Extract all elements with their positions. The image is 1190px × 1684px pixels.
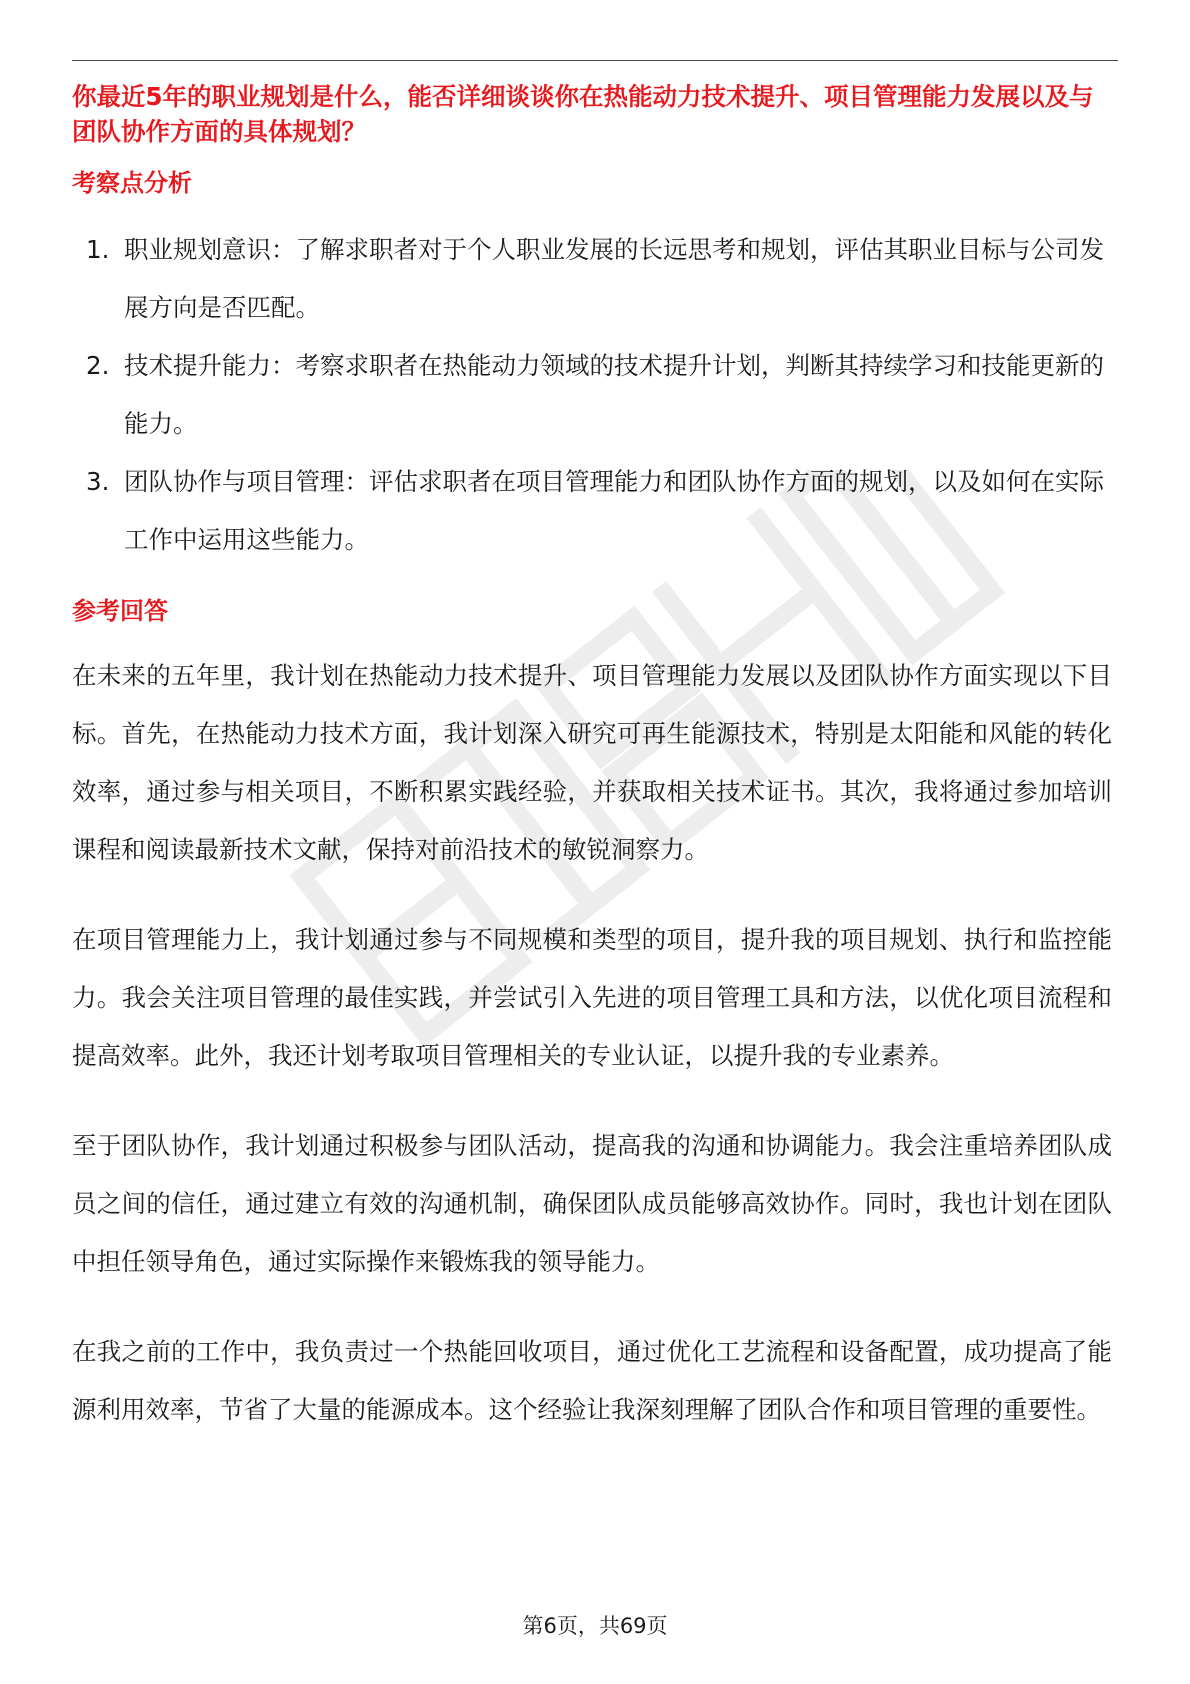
list-item-text: 团队协作与项目管理：评估求职者在项目管理能力和团队协作方面的规划，以及如何在实际工作中运用这些能力。 (124, 467, 1104, 554)
answer-paragraph: 至于团队协作，我计划通过积极参与团队活动，提高我的沟通和协调能力。我会注重培养团队成员之间的信任，通过建立有效的沟通机制，确保团队成员能够高效协作。同时，我也计划在团队中担任领导角色，通过实际操作来锻炼我的领导能力。 (72, 1131, 1112, 1276)
list-item (72, 337, 1112, 453)
interview-question: 你最近5年的职业规划是什么，能否详细谈谈你在热能动力技术提升、项目管理能力发展以及与团队协作方面的具体规划？ (72, 82, 1094, 146)
document-body (72, 79, 1112, 1439)
list-item-number: 3. (86, 467, 110, 496)
list-item-number: 2. (86, 351, 110, 380)
answer-heading: 参考回答 (72, 597, 168, 625)
analysis-list (72, 221, 1112, 569)
answer-paragraph: 在未来的五年里，我计划在热能动力技术提升、项目管理能力发展以及团队协作方面实现以下目标。首先，在热能动力技术方面，我计划深入研究可再生能源技术，特别是太阳能和风能的转化效率，通过参与相关项目，不断积累实践经验，并获取相关技术证书。其次，我将通过参加培训课程和阅读最新技术文献，保持对前沿技术的敏锐洞察力。 (72, 661, 1112, 864)
list-item-number: 1. (86, 235, 110, 264)
list-item-text: 职业规划意识：了解求职者对于个人职业发展的长远思考和规划，评估其职业目标与公司发展方向是否匹配。 (124, 235, 1104, 322)
page-number: 第6页，共69页 (522, 1614, 668, 1638)
list-item-text: 技术提升能力：考察求职者在热能动力领域的技术提升计划，判断其持续学习和技能更新的能力。 (124, 351, 1104, 438)
answer-paragraph: 在项目管理能力上，我计划通过参与不同规模和类型的项目，提升我的项目规划、执行和监控能力。我会关注项目管理的最佳实践，并尝试引入先进的项目管理工具和方法，以优化项目流程和提高效率。此外，我还计划考取项目管理相关的专业认证，以提升我的专业素养。 (72, 925, 1112, 1070)
analysis-heading: 考察点分析 (72, 169, 192, 197)
answer-paragraph: 在我之前的工作中，我负责过一个热能回收项目，通过优化工艺流程和设备配置，成功提高了能源利用效率，节省了大量的能源成本。这个经验让我深刻理解了团队合作和项目管理的重要性。 (72, 1337, 1112, 1424)
list-item (72, 221, 1112, 337)
list-item (72, 453, 1112, 569)
top-rule (72, 60, 1118, 61)
